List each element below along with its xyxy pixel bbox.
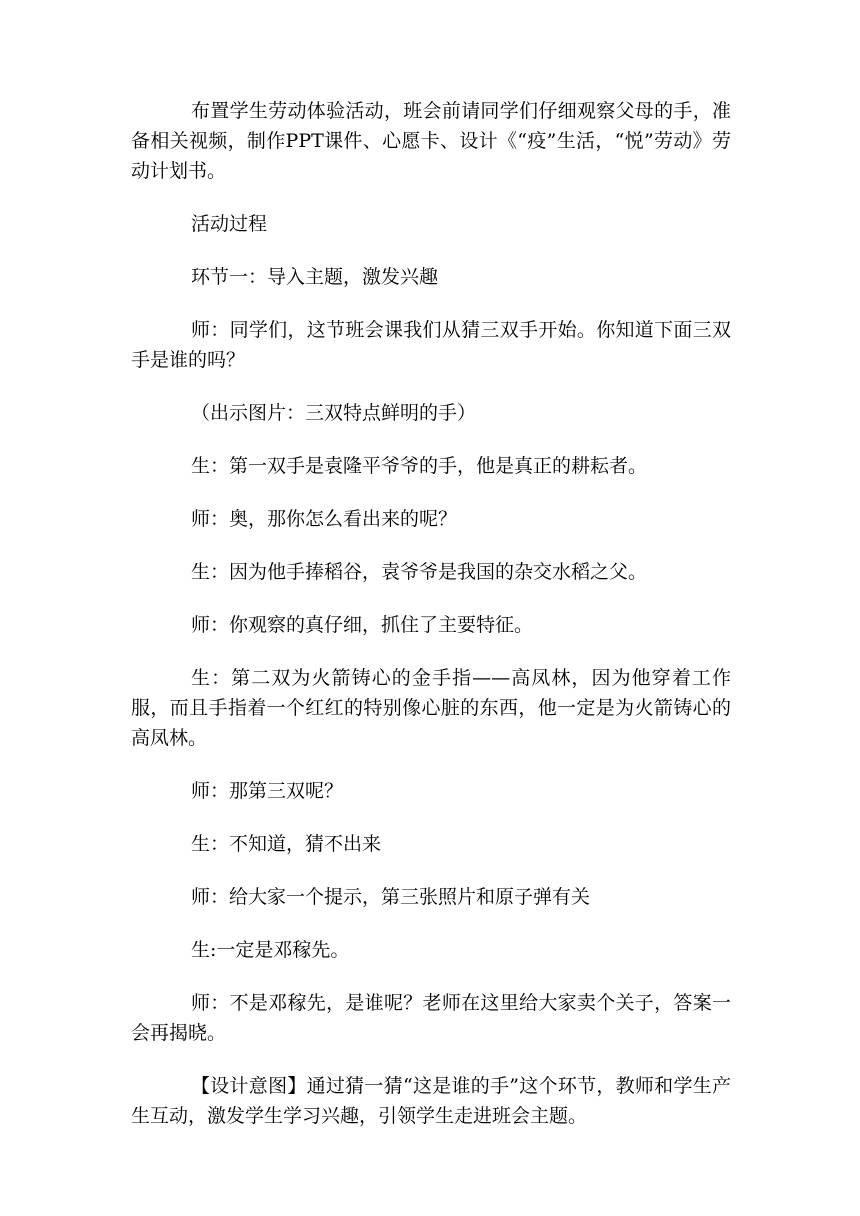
paragraph-student-second-hands: 生：第二双为火箭铸心的金手指——高凤林，因为他穿着工作服，而且手指着一个红红的特别像心脏的东西，他一定是为火箭铸心的高凤林。 (131, 667, 731, 749)
paragraph-teacher-question: 师：奥，那你怎么看出来的呢？ (191, 508, 458, 530)
document-body (131, 96, 731, 1154)
paragraph-preparation: 布置学生劳动体验活动，班会前请同学们仔细观察父母的手，准备相关视频，制作PPT课件、心愿卡、设计《“疫”生活，“悦”劳动》劳动计划书。 (131, 100, 731, 182)
paragraph-teacher-praise: 师：你观察的真仔细，抓住了主要特征。 (191, 614, 534, 636)
paragraph-teacher-intro: 师：同学们，这节班会课我们从猜三双手开始。你知道下面三双手是谁的吗？ (131, 319, 731, 371)
paragraph-student-rice: 生：因为他手捧稻谷，袁爷爷是我国的杂交水稻之父。 (191, 561, 648, 583)
heading-section-one: 环节一：导入主题，激发兴趣 (191, 266, 439, 288)
paragraph-design-intent: 【设计意图】通过猜一猜“这是谁的手”这个环节，教师和学生产生互动，激发学生学习兴趣，引领学生走进班会主题。 (131, 1075, 731, 1127)
paragraph-student-first-hands: 生：第一双手是袁隆平爷爷的手，他是真正的耕耘者。 (191, 455, 648, 477)
paragraph-student-guess: 生:一定是邓稼先。 (191, 939, 350, 961)
paragraph-teacher-third: 师：那第三双呢？ (191, 780, 344, 802)
paragraph-teacher-suspense: 师：不是邓稼先，是谁呢？老师在这里给大家卖个关子，答案一会再揭晓。 (131, 992, 731, 1044)
paragraph-student-unknown: 生：不知道，猜不出来 (191, 833, 382, 855)
paragraph-show-pictures: （出示图片：三双特点鲜明的手） (191, 402, 477, 424)
paragraph-teacher-hint: 师：给大家一个提示，第三张照片和原子弹有关 (191, 886, 591, 908)
heading-activity-process: 活动过程 (191, 213, 268, 235)
